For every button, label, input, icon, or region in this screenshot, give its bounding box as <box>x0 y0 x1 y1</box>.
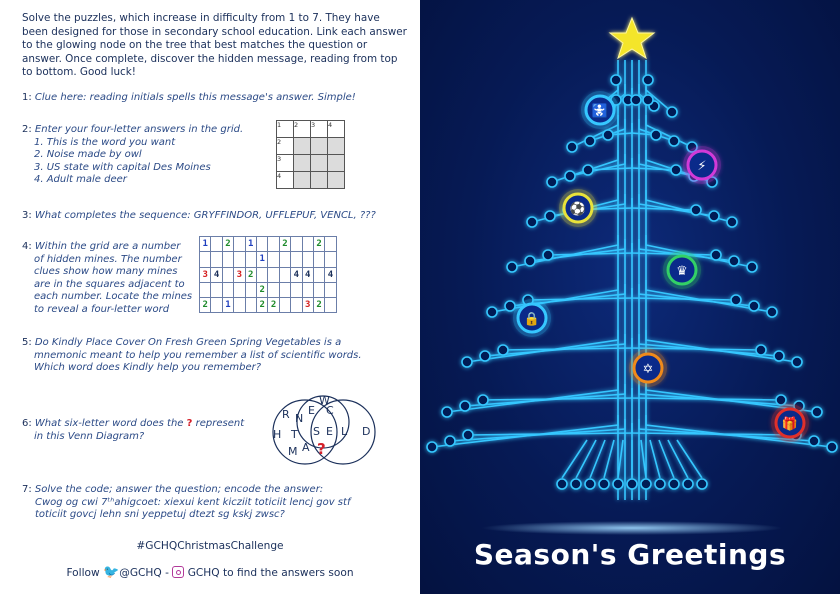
question-text: are in the squares adjacent to <box>34 278 185 290</box>
circuit-node <box>709 211 719 221</box>
circuit-node <box>641 479 651 489</box>
mine-cell[interactable]: 3 <box>200 267 211 282</box>
grid-cell[interactable] <box>328 172 345 189</box>
venn-letter: S <box>313 425 320 438</box>
question-text: clues show how many mines <box>34 266 178 278</box>
mine-cell[interactable]: 2 <box>245 267 256 282</box>
mine-cell[interactable] <box>268 282 279 297</box>
cipher-line: Cwog og cwi 7ᵗʰahigcoet: xiexui kent kicziit toticiit lencj gov stf <box>35 496 351 508</box>
question-6 <box>22 418 244 443</box>
circuit-node <box>729 256 739 266</box>
mine-cell[interactable] <box>211 237 222 252</box>
venn-letter: C <box>326 404 334 417</box>
mine-cell[interactable]: 1 <box>200 237 211 252</box>
pram-icon[interactable] <box>581 91 619 129</box>
circuit-node <box>655 479 665 489</box>
circuit-trace <box>450 419 625 441</box>
lightning-icon[interactable] <box>683 146 721 184</box>
question-text: What six-letter word does the <box>34 418 184 429</box>
mine-cell[interactable] <box>200 252 211 267</box>
circuit-trace <box>632 338 761 350</box>
venn-letter: A <box>302 441 310 454</box>
mine-cell[interactable]: 4 <box>291 267 302 282</box>
circuit-node <box>462 357 472 367</box>
question-text: Solve the code; answer the question; encode the answer: <box>34 484 324 495</box>
circuit-node <box>631 95 641 105</box>
mine-cell[interactable]: 2 <box>268 298 279 313</box>
venn-letter: D <box>362 425 371 438</box>
christmas-tree-panel <box>420 0 840 594</box>
mine-cell[interactable] <box>325 252 336 267</box>
circuit-node <box>749 301 759 311</box>
grid-cell[interactable]: 2 <box>277 138 294 155</box>
grid-cell[interactable] <box>311 172 328 189</box>
circuit-trace <box>639 194 714 216</box>
grid-cell[interactable] <box>311 138 328 155</box>
circuit-tree <box>420 0 840 594</box>
circuit-node <box>711 250 721 260</box>
circuit-trace <box>468 423 632 435</box>
circuit-node <box>809 436 819 446</box>
circuit-node <box>498 345 508 355</box>
crown-icon[interactable] <box>663 251 701 289</box>
mine-cell[interactable] <box>302 252 313 267</box>
mine-cell[interactable] <box>268 237 279 252</box>
twitter-bird-icon[interactable]: 🐦 <box>103 565 120 580</box>
mine-cell[interactable]: 2 <box>279 237 290 252</box>
mine-cell[interactable] <box>313 267 324 282</box>
mine-cell[interactable]: 1 <box>245 237 256 252</box>
circuit-node <box>463 430 473 440</box>
circuit-node <box>827 442 837 452</box>
mine-cell[interactable] <box>302 282 313 297</box>
svg-text:⚡: ⚡ <box>697 159 707 174</box>
circuit-trace <box>503 338 632 350</box>
mine-cell[interactable] <box>279 282 290 297</box>
svg-text:🔒: 🔒 <box>523 312 541 327</box>
circuit-node <box>478 395 488 405</box>
circuit-node <box>547 177 557 187</box>
grid-cell[interactable]: 1 <box>277 121 294 138</box>
circuit-node <box>445 436 455 446</box>
question-number: 7: <box>22 484 32 495</box>
mine-cell[interactable] <box>245 252 256 267</box>
star-icon <box>610 18 654 58</box>
circuit-trace <box>465 384 625 406</box>
circuit-trace <box>604 440 614 478</box>
mine-cell[interactable] <box>268 252 279 267</box>
cipher-line: toticiit govcj lehn sni yeppetuj dtezt sg kskj zwsc? <box>35 509 285 521</box>
mine-cell[interactable]: 2 <box>313 298 324 313</box>
circuit-node <box>792 357 802 367</box>
mine-cell[interactable]: 4 <box>302 267 313 282</box>
grid-cell[interactable] <box>328 138 345 155</box>
mine-cell[interactable]: 3 <box>234 267 245 282</box>
question-2 <box>22 124 243 187</box>
question-text: represent <box>195 418 245 429</box>
mine-cell[interactable] <box>222 252 233 267</box>
circuit-node <box>603 130 613 140</box>
circuit-node <box>480 351 490 361</box>
question-text: in this Venn Diagram? <box>34 430 145 442</box>
venn-letter: M <box>288 445 298 458</box>
mine-cell[interactable] <box>222 267 233 282</box>
grid-cell[interactable]: 2 <box>294 121 311 138</box>
follow-text: Follow <box>66 567 100 579</box>
circuit-node <box>727 217 737 227</box>
question-number: 1: <box>22 92 32 103</box>
circuit-node <box>767 307 777 317</box>
circuit-node <box>671 165 681 175</box>
mine-cell[interactable]: 4 <box>325 267 336 282</box>
question-1 <box>22 92 356 105</box>
circuit-node <box>460 401 470 411</box>
mine-cell[interactable] <box>291 237 302 252</box>
mine-cell[interactable] <box>211 282 222 297</box>
question-number: 4: <box>22 241 32 252</box>
grid-cell[interactable]: 4 <box>277 172 294 189</box>
question-mark-symbol: ? <box>186 418 193 429</box>
football-icon[interactable] <box>559 189 597 227</box>
question-7 <box>22 484 350 522</box>
circuit-node <box>651 130 661 140</box>
grid-cell[interactable]: 3 <box>277 155 294 172</box>
circuit-node <box>643 95 653 105</box>
question-text: What completes the sequence: GRYFFINDOR, UFFLEPUF, VENCL, ??? <box>34 210 376 221</box>
circuit-node <box>756 345 766 355</box>
circuit-node <box>557 479 567 489</box>
mine-cell[interactable] <box>234 298 245 313</box>
minesweeper-grid[interactable] <box>199 236 337 313</box>
mine-cell[interactable]: 3 <box>302 298 313 313</box>
circuit-node <box>731 295 741 305</box>
grid-cell[interactable] <box>328 155 345 172</box>
circuit-node <box>669 136 679 146</box>
circuit-node <box>683 479 693 489</box>
grid-cell[interactable] <box>294 138 311 155</box>
circuit-node <box>667 107 677 117</box>
clue-line: 1. This is the word you want <box>34 136 176 148</box>
circuit-node <box>507 262 517 272</box>
mine-cell[interactable] <box>245 282 256 297</box>
circuit-node <box>643 75 653 85</box>
circuit-node <box>774 351 784 361</box>
venn-letter: ? <box>317 440 326 458</box>
mine-cell[interactable]: 2 <box>222 237 233 252</box>
mine-cell[interactable]: 1 <box>222 298 233 313</box>
circuit-trace <box>639 384 799 406</box>
question-number: 6: <box>22 418 32 429</box>
clue-line: 3. US state with capital Des Moines <box>34 161 211 173</box>
mine-cell[interactable] <box>245 298 256 313</box>
question-number: 5: <box>22 337 32 348</box>
circuit-node <box>613 479 623 489</box>
svg-text:♛: ♛ <box>676 264 688 279</box>
circuit-trace <box>650 440 660 478</box>
circuit-trace <box>632 388 781 400</box>
mine-cell[interactable] <box>268 267 279 282</box>
venn-letter: L <box>341 425 348 438</box>
mine-cell[interactable] <box>279 252 290 267</box>
question-number: 3: <box>22 210 32 221</box>
circuit-node <box>776 395 786 405</box>
hashtag[interactable]: #GCHQChristmasChallenge <box>136 540 284 552</box>
mine-cell[interactable] <box>256 237 267 252</box>
circuit-node <box>599 479 609 489</box>
question-text: of hidden mines. The number <box>34 253 182 265</box>
circuit-node <box>571 479 581 489</box>
padlock-icon[interactable] <box>513 299 551 337</box>
circuit-node <box>585 479 595 489</box>
question-5 <box>22 337 362 375</box>
mine-cell[interactable] <box>234 282 245 297</box>
mine-cell[interactable]: 2 <box>256 282 267 297</box>
question-text: Do Kindly Place Cover On Fresh Green Spring Vegetables is a <box>34 337 342 348</box>
svg-text:🎁: 🎁 <box>781 417 799 432</box>
venn-letter: E <box>326 425 333 438</box>
circuit-node <box>585 136 595 146</box>
grid-cell[interactable]: 3 <box>311 121 328 138</box>
circuit-node <box>583 165 593 175</box>
mine-cell[interactable] <box>313 282 324 297</box>
mine-cell[interactable] <box>279 267 290 282</box>
instagram-text[interactable]: GCHQ to find the answers soon <box>187 567 354 579</box>
mine-cell[interactable] <box>291 252 302 267</box>
circuit-node <box>543 250 553 260</box>
circuit-node <box>567 142 577 152</box>
venn-letter: R <box>282 408 290 421</box>
circuit-node <box>812 407 822 417</box>
question-text: mnemonic meant to help you remember a list of scientific words. <box>34 349 362 361</box>
circuit-node <box>545 211 555 221</box>
circuit-node <box>691 205 701 215</box>
venn-letter: T <box>291 428 298 441</box>
instagram-icon[interactable] <box>172 566 184 578</box>
mine-cell[interactable]: 4 <box>211 267 222 282</box>
mine-cell[interactable] <box>200 282 211 297</box>
venn-letter: N <box>295 412 304 425</box>
grid-cell[interactable]: 4 <box>328 121 345 138</box>
question-3 <box>22 210 376 223</box>
circuit-node <box>505 301 515 311</box>
circuit-node <box>525 256 535 266</box>
clue-line: 2. Noise made by owl <box>34 149 142 161</box>
mine-cell[interactable] <box>325 282 336 297</box>
grid-cell[interactable] <box>294 155 311 172</box>
question-text: Enter your four-letter answers in the grid. <box>34 124 244 135</box>
question-number: 2: <box>22 124 32 135</box>
circuit-node <box>442 407 452 417</box>
circuit-node <box>527 217 537 227</box>
mine-cell[interactable] <box>211 252 222 267</box>
mine-cell[interactable]: 1 <box>256 252 267 267</box>
circuit-node <box>697 479 707 489</box>
word-grid[interactable] <box>276 120 345 189</box>
circuit-node <box>669 479 679 489</box>
clue-line: 4. Adult male deer <box>34 174 127 186</box>
mine-cell[interactable]: 2 <box>200 298 211 313</box>
mine-cell[interactable]: 2 <box>256 298 267 313</box>
question-text: Clue here: reading initials spells this message's answer. Simple! <box>34 92 356 103</box>
greeting-title: Season's Greetings <box>473 538 787 571</box>
svg-text:⚽: ⚽ <box>569 202 587 217</box>
gift-icon[interactable] <box>771 404 809 442</box>
grid-cell[interactable] <box>294 172 311 189</box>
mine-cell[interactable] <box>291 282 302 297</box>
venn-letter: H <box>273 428 282 441</box>
question-text: Within the grid are a number <box>34 241 181 252</box>
mine-cell[interactable]: 2 <box>313 237 324 252</box>
follow-line <box>0 565 420 580</box>
circuit-trace <box>562 440 587 478</box>
stag-icon[interactable] <box>629 349 667 387</box>
mine-cell[interactable] <box>256 267 267 282</box>
circuit-node <box>565 171 575 181</box>
venn-diagram <box>265 388 383 468</box>
mine-cell[interactable] <box>234 252 245 267</box>
mine-cell[interactable] <box>302 237 313 252</box>
question-text: each number. Locate the mines <box>34 291 193 303</box>
mine-cell[interactable] <box>222 282 233 297</box>
mine-cell[interactable] <box>325 298 336 313</box>
svg-text:🚼: 🚼 <box>591 104 609 119</box>
svg-text:✡: ✡ <box>642 362 654 377</box>
circuit-node <box>427 442 437 452</box>
question-text: Which word does Kindly help you remember? <box>34 362 262 374</box>
circuit-node <box>611 75 621 85</box>
question-text: to reveal a four-letter word <box>34 303 170 315</box>
mine-cell[interactable] <box>211 298 222 313</box>
mine-cell[interactable] <box>279 298 290 313</box>
circuit-node <box>487 307 497 317</box>
circuit-trace <box>483 388 632 400</box>
mine-cell[interactable] <box>325 237 336 252</box>
circuit-node <box>747 262 757 272</box>
mine-cell[interactable] <box>291 298 302 313</box>
grid-cell[interactable] <box>311 155 328 172</box>
venn-letter: E <box>308 404 315 417</box>
twitter-handle[interactable]: @GCHQ - <box>119 567 169 579</box>
intro-text: Solve the puzzles, which increase in difficulty from 1 to 7. They have been designed for those in secondary school education. Link each answer to the glowing node on the tree that best matches the question or answer. Once complete, discover the hidden message, reading from top to bottom. Good luck! <box>22 12 407 78</box>
mine-cell[interactable] <box>313 252 324 267</box>
venn-letter: W <box>319 394 330 407</box>
circuit-trace <box>677 440 702 478</box>
question-4 <box>22 241 192 317</box>
circuit-node <box>627 479 637 489</box>
mine-cell[interactable] <box>234 237 245 252</box>
